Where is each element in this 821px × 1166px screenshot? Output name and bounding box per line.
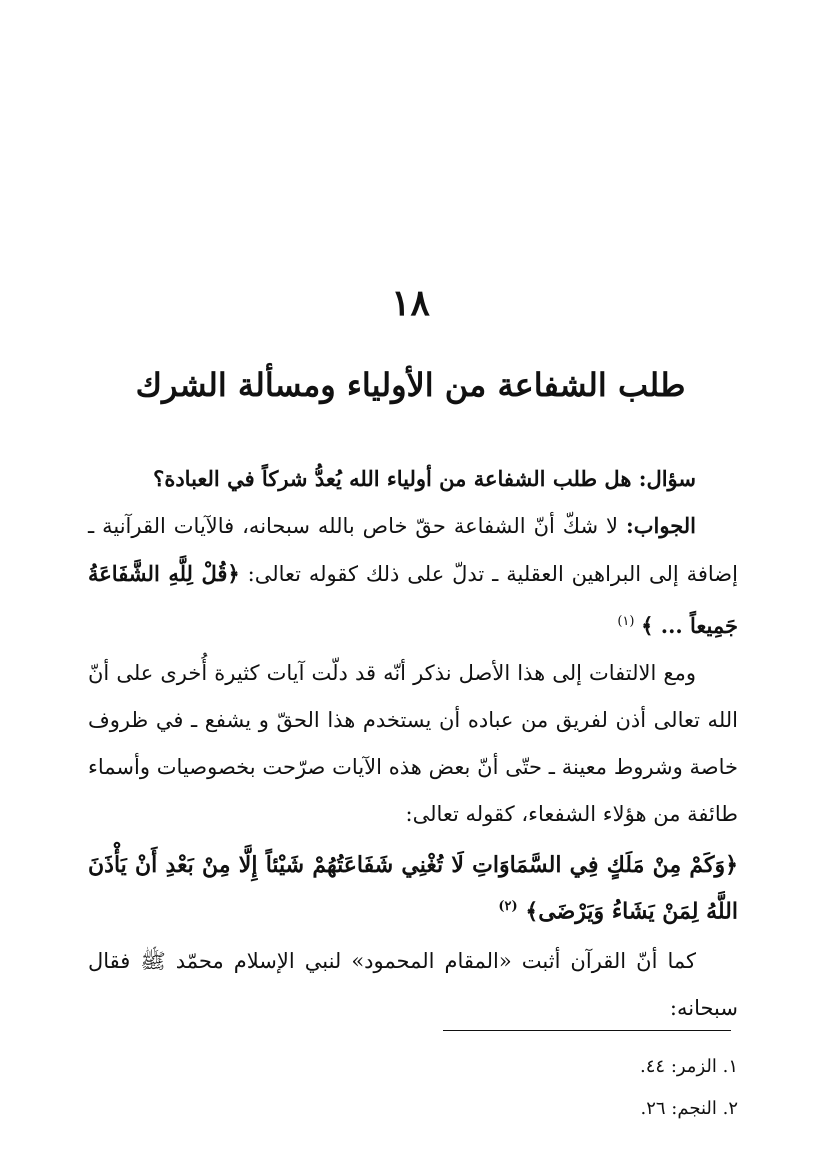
footnote-2: ٢. النجم: ٢٦. — [640, 1098, 738, 1119]
question-paragraph: سؤال: هل طلب الشفاعة من أولياء الله يُعدُّ شركاً في العبادة؟ — [153, 466, 696, 491]
chapter-number: ١٨ — [391, 282, 430, 324]
paragraph-3: كما أنّ القرآن أثبت «المقام المحمود» لنبي الإسلام محمّد ﷺ فقال سبحانه: — [88, 949, 738, 1021]
quran-verse-1: ﴿قُلْ لِلَّهِ الشَّفَاعَةُ جَمِيعاً ... ﴾ — [88, 561, 738, 638]
quran-verse-2: ﴿وَكَمْ مِنْ مَلَكٍ فِي السَّمَاوَاتِ لَا تُغْنِي شَفَاعَتُهُمْ شَيْئاً إِلَّا مِنْ بَعْدِ أَنْ يَأْذَنَ اللَّهُ لِمَنْ يَشَاءُ وَيَرْضَى﴾ — [88, 852, 738, 925]
paragraph-2: ومع الالتفات إلى هذا الأصل نذكر أنّه قد دلّت آيات كثيرة أُخرى على أنّ الله تعالى أذن لفريق من عباده أن يستخدم هذا الحقّ و يشفع ـ في ظروف خاصة وشروط معينة ـ حتّى أنّ بعض هذه الآيات صرّحت بخصوصيات وأسماء طائفة من هؤلاء الشفعاء، كقوله تعالى: — [88, 661, 738, 826]
answer-text: لا شكّ أنّ الشفاعة حقّ خاص بالله سبحانه، فالآيات القرآنية ـ إضافة إلى البراهين العقلية ـ تدلّ على ذلك كقوله تعالى: — [88, 514, 738, 586]
chapter-title: طلب الشفاعة من الأولياء ومسألة الشرك — [135, 366, 686, 404]
footnote-ref-2: (٢) — [498, 899, 518, 914]
body-text — [88, 455, 738, 1032]
footnote-1: ١. الزمر: ٤٤. — [640, 1056, 738, 1077]
answer-paragraph — [88, 502, 738, 650]
answer-label: الجواب: — [626, 513, 696, 538]
footnote-divider — [443, 1030, 731, 1031]
footnotes — [88, 1046, 738, 1130]
quran-verse-2-block — [88, 844, 738, 932]
footnote-ref-1: (١) — [617, 614, 635, 629]
